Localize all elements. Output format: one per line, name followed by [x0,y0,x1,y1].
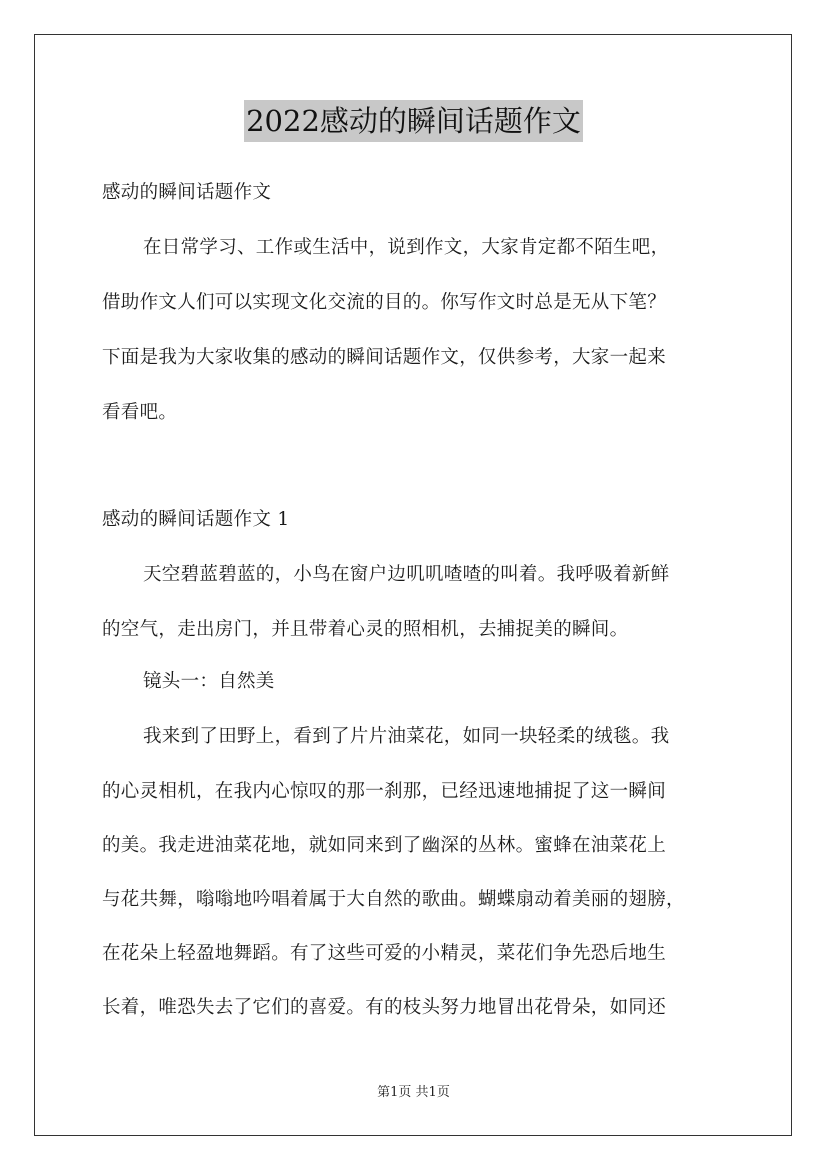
paragraph-line: 看看吧。 [102,402,178,423]
paragraph-line: 天空碧蓝碧蓝的，小鸟在窗户边叽叽喳喳的叫着。我呼吸着新鲜 [143,564,670,585]
paragraph-line: 与花共舞，嗡嗡地吟唱着属于大自然的歌曲。蝴蝶扇动着美丽的翅膀， [102,889,685,910]
paragraph-line: 的美。我走进油菜花地，就如同来到了幽深的丛林。蜜蜂在油菜花上 [102,835,667,856]
subtitle: 感动的瞬间话题作文 [102,182,272,203]
paragraph-line: 下面是我为大家收集的感动的瞬间话题作文，仅供参考，大家一起来 [102,347,667,368]
paragraph-line: 的心灵相机，在我内心惊叹的那一刹那，已经迅速地捕捉了这一瞬间 [102,781,667,802]
paragraph-line: 的空气，走出房门，并且带着心灵的照相机，去捕捉美的瞬间。 [102,619,629,640]
paragraph-line: 借助作文人们可以实现文化交流的目的。你写作文时总是无从下笔？ [102,292,667,313]
scene-heading: 镜头一：自然美 [143,671,275,692]
paragraph-line: 在日常学习、工作或生活中，说到作文，大家肯定都不陌生吧， [143,237,670,258]
paragraph-line: 在花朵上轻盈地舞蹈。有了这些可爱的小精灵，菜花们争先恐后地生 [102,943,667,964]
section-heading: 感动的瞬间话题作文 1 [102,509,290,530]
page-number: 第1页 共1页 [377,1085,450,1100]
document-title: 2022感动的瞬间话题作文 [244,100,583,142]
paragraph-line: 长着，唯恐失去了它们的喜爱。有的枝头努力地冒出花骨朵，如同还 [102,997,667,1018]
title-container [0,100,827,142]
paragraph-line: 我来到了田野上，看到了片片油菜花，如同一块轻柔的绒毯。我 [143,726,670,747]
